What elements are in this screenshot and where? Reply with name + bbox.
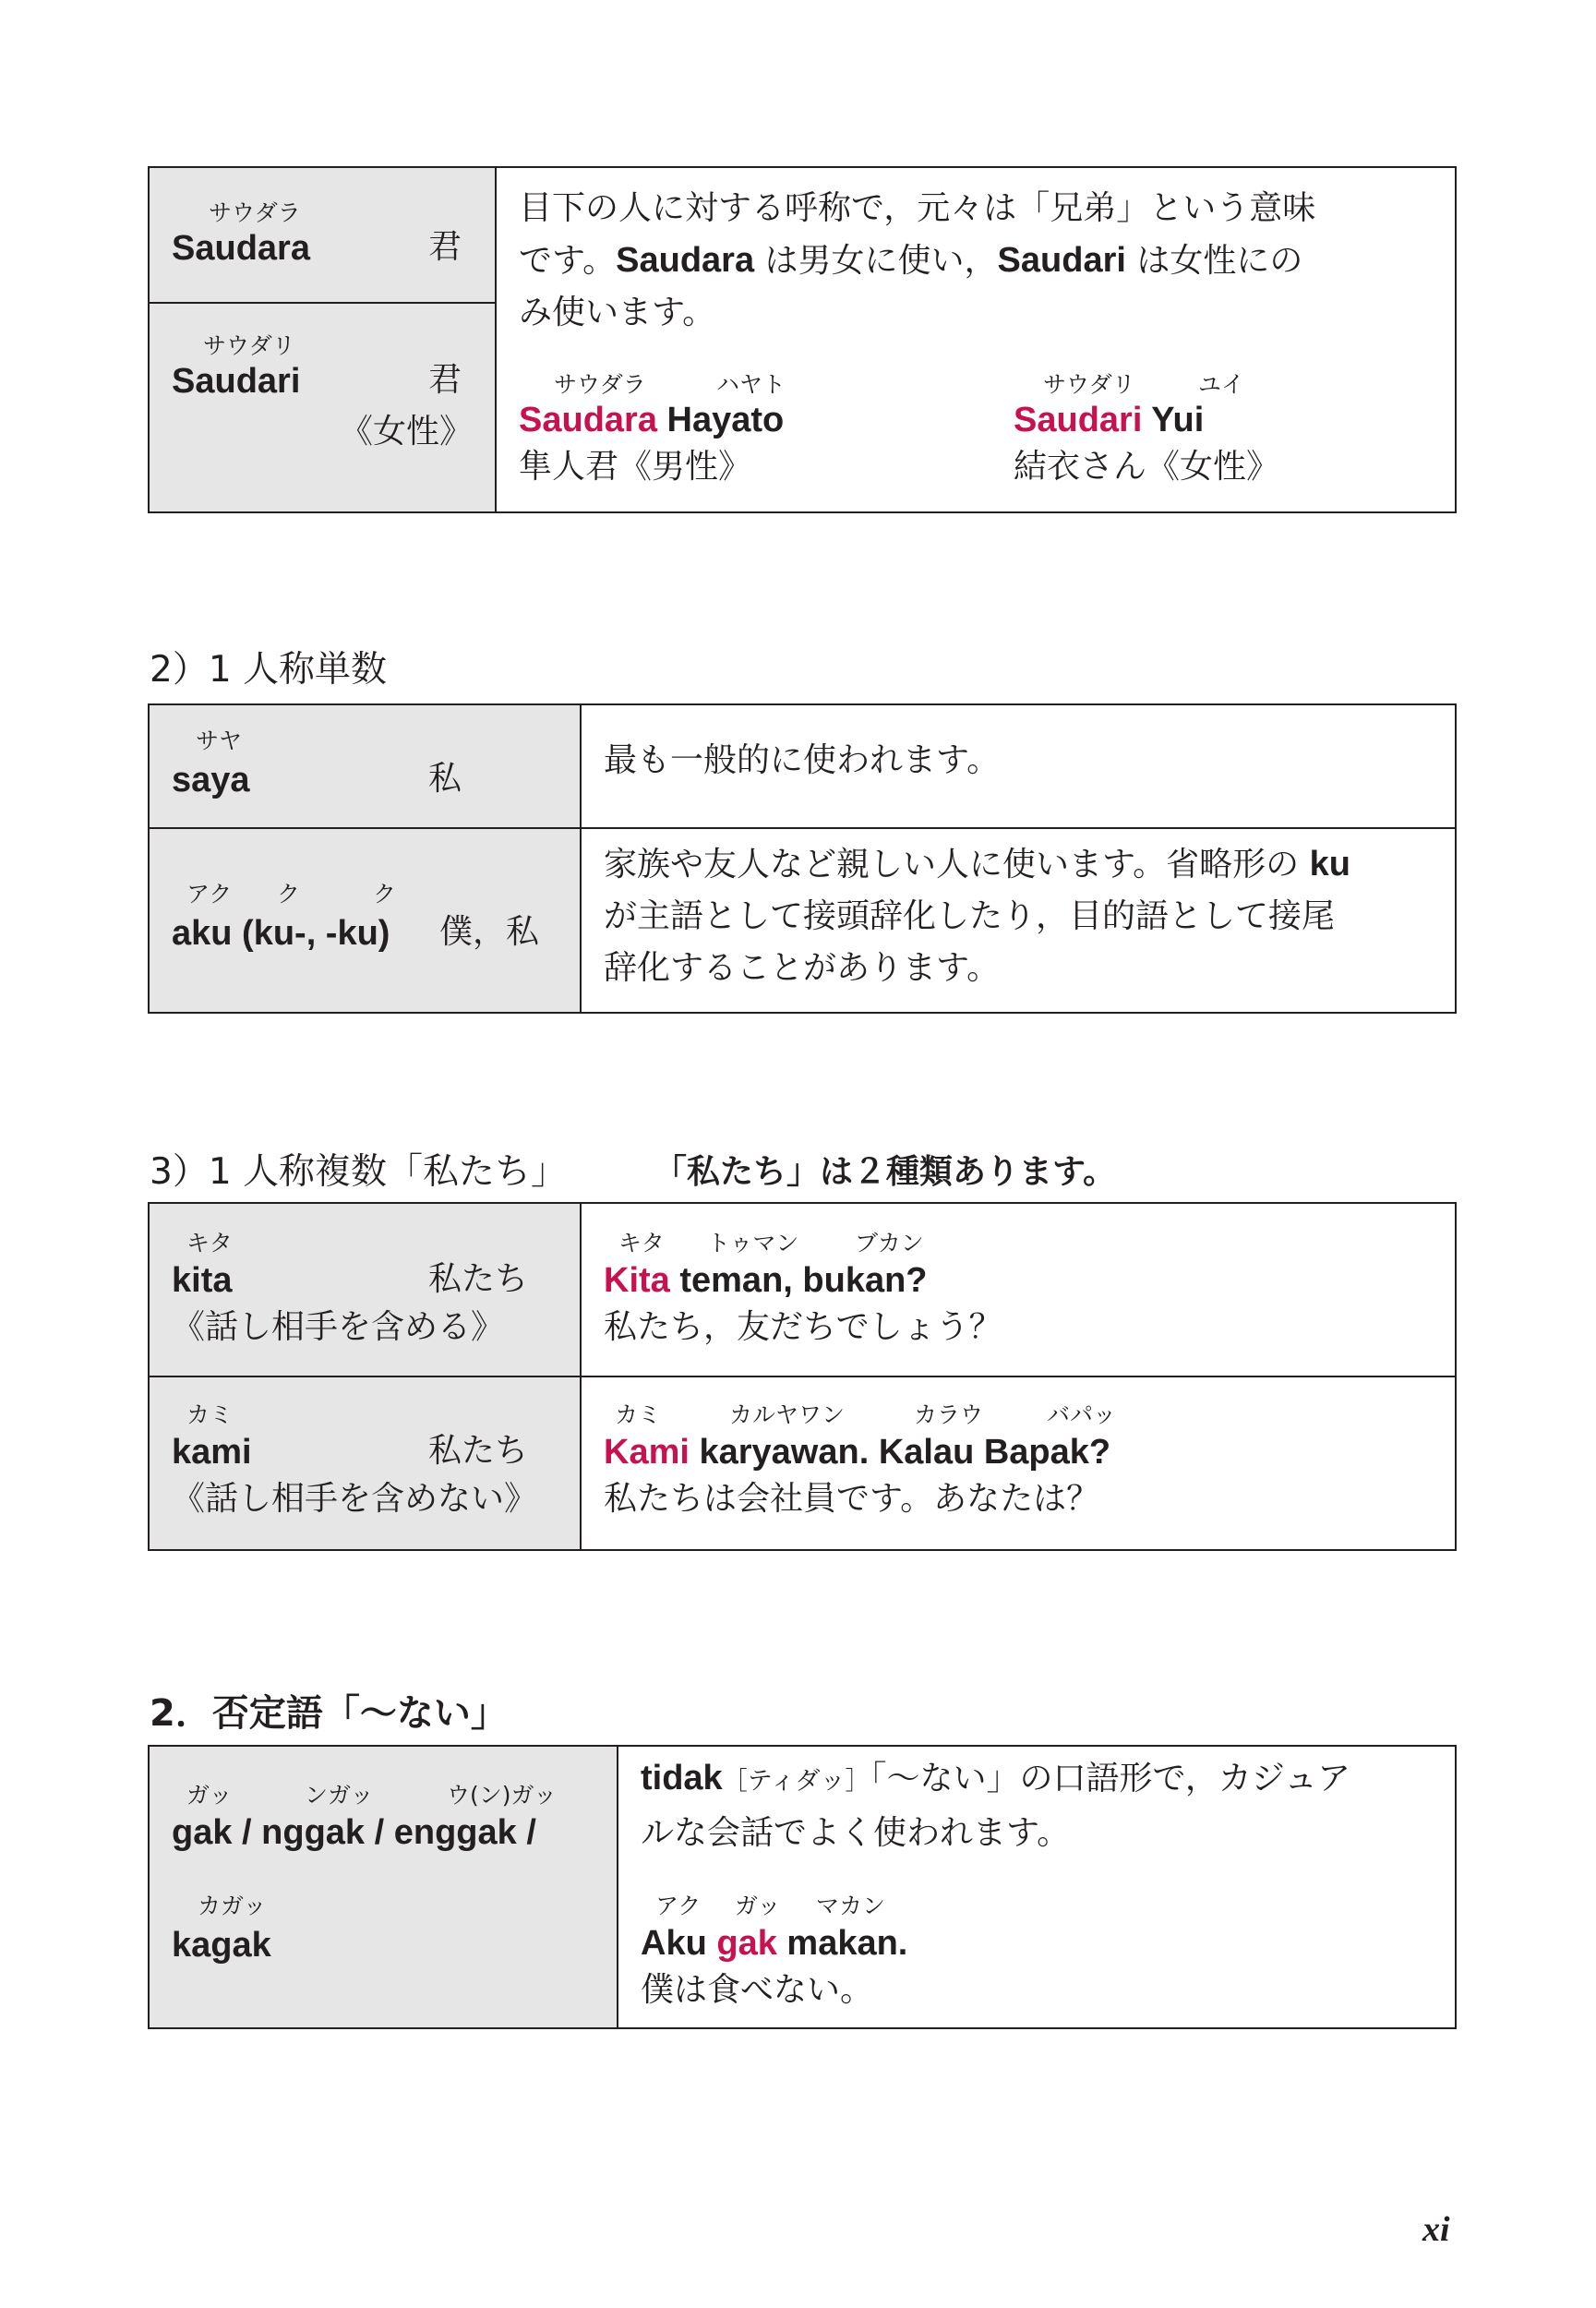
- desc-term: Saudara: [616, 241, 755, 280]
- term-ruby: ク: [373, 881, 397, 908]
- example-word: teman, bukan?: [669, 1261, 928, 1300]
- example-word: Aku: [641, 1924, 717, 1963]
- saudara-row: [150, 168, 495, 304]
- saudari-meaning: 君: [428, 361, 462, 399]
- desc-line: [604, 838, 1453, 891]
- highlighted-word: gak: [716, 1924, 777, 1963]
- example-translation: 結衣さん《女性》: [1014, 448, 1280, 486]
- highlighted-word: Kami: [604, 1433, 690, 1472]
- term-meaning: 私: [428, 760, 462, 798]
- section-heading: 3）1 人称複数「私たち」: [150, 1151, 568, 1193]
- term-ruby: カミ: [186, 1401, 234, 1428]
- example-sentence: [1014, 403, 1204, 438]
- description-cell: [582, 705, 1455, 827]
- section-heading: 2．否定語「～ない」: [150, 1692, 508, 1735]
- example-translation: 私たちは会社員です。あなたは？: [604, 1480, 1100, 1518]
- term: kami: [172, 1433, 252, 1472]
- example-ruby: キタ: [618, 1230, 665, 1256]
- desc-line: 辞化することがあります。: [604, 949, 1001, 987]
- desc-text: は女性にの: [1125, 242, 1303, 280]
- desc-line: [641, 1752, 1453, 1808]
- highlighted-word: Saudari: [1014, 401, 1143, 439]
- table-row: [150, 1376, 1455, 1549]
- example-ruby: トゥマン: [707, 1230, 799, 1256]
- saudari-term: Saudari: [172, 362, 301, 401]
- term: gak / nggak / enggak /: [172, 1813, 536, 1852]
- term-ruby: キタ: [186, 1230, 233, 1256]
- saudara-description: [519, 183, 1451, 339]
- example-word: karyawan. Kalau Bapak?: [689, 1433, 1111, 1472]
- example-ruby: サウダリ: [1043, 371, 1135, 398]
- section-heading-note: 「私たち」は２種類あります。: [654, 1153, 1117, 1191]
- saudara-table: [148, 166, 1457, 513]
- term-ruby: ウ(ン)ガッ: [447, 1782, 558, 1809]
- pronunciation: ［ティダッ］: [722, 1767, 870, 1796]
- desc-term: ku: [1309, 845, 1350, 884]
- term-meaning: 私たち: [428, 1260, 529, 1298]
- example-ruby: マカン: [816, 1893, 886, 1919]
- description: [641, 1752, 1453, 1859]
- term-cell: [150, 1204, 582, 1376]
- highlighted-word: Kita: [604, 1261, 670, 1300]
- desc-line: [519, 234, 1451, 287]
- saudara-term: Saudara: [172, 229, 310, 268]
- desc-text: 「～ない」の口語形で，カジュア: [870, 1760, 1351, 1797]
- term-ruby: サヤ: [196, 727, 243, 754]
- example-cell: [582, 1377, 1455, 1549]
- desc-line: み使います。: [519, 294, 716, 331]
- saudara-meaning: 君: [428, 228, 462, 266]
- desc-text: 家族や友人など親しい人に使います。省略形の: [604, 846, 1310, 884]
- table-row: [150, 1204, 1455, 1376]
- example-translation: 僕は食べない。: [641, 1971, 874, 2009]
- example-ruby: ユイ: [1198, 371, 1245, 398]
- term-cell: [150, 705, 582, 827]
- table-row: [150, 827, 1455, 1012]
- term: saya: [172, 761, 250, 799]
- example-ruby: カミ: [615, 1401, 662, 1428]
- description-cell: [582, 829, 1455, 1012]
- term-cell: [150, 1747, 618, 2027]
- term-ruby: ガッ: [186, 1782, 233, 1809]
- desc-term: tidak: [641, 1759, 723, 1797]
- desc-line: が主語として接頭辞化したり，目的語として接尾: [604, 897, 1336, 935]
- example-sentence: [604, 1435, 1110, 1470]
- term-note: 《話し相手を含めない》: [172, 1480, 538, 1518]
- term-note: 《話し相手を含める》: [172, 1308, 505, 1346]
- term-meaning: 私たち: [428, 1432, 529, 1470]
- saudari-ruby: サウダリ: [203, 332, 295, 359]
- example-translation: 私たち，友だちでしょう？: [604, 1308, 1002, 1346]
- example-sentence: [641, 1926, 907, 1961]
- saudara-term-column: [150, 168, 497, 511]
- desc-line: 目下の人に対する呼称で，元々は「兄弟」という意味: [519, 189, 1316, 227]
- first-person-singular-table: [148, 703, 1457, 1014]
- example-ruby: カルヤワン: [729, 1401, 846, 1428]
- example-ruby: アク: [655, 1893, 702, 1919]
- page-number: xi: [1422, 2210, 1450, 2249]
- term-cell: [150, 1377, 582, 1549]
- example-translation: 隼人君《男性》: [519, 448, 752, 486]
- desc-text: は男女に使い，: [754, 242, 998, 280]
- term-ruby: アク: [186, 881, 233, 908]
- negation-table: [148, 1745, 1457, 2029]
- desc-line: ルな会話でよく使われます。: [641, 1814, 1071, 1852]
- example-ruby: ガッ: [735, 1893, 781, 1919]
- term-cell: [150, 829, 582, 1012]
- description: [604, 838, 1453, 994]
- example-word: Yui: [1142, 401, 1205, 439]
- term: aku (ku-, -ku): [172, 914, 390, 953]
- example-cell: [582, 1204, 1455, 1376]
- saudara-ruby: サウダラ: [209, 199, 301, 226]
- example-word: Hayato: [656, 401, 785, 439]
- saudari-note: 《女性》: [340, 413, 474, 451]
- desc-text: です。: [519, 242, 617, 280]
- term-ruby: カガッ: [198, 1893, 267, 1919]
- example-ruby: バパッ: [1047, 1401, 1117, 1428]
- term: kagak: [172, 1926, 271, 1965]
- highlighted-word: Saudara: [519, 401, 657, 439]
- term: kita: [172, 1261, 233, 1300]
- example-sentence: [519, 403, 784, 438]
- description: 最も一般的に使われます。: [604, 741, 1001, 779]
- example-ruby: ブカン: [855, 1230, 924, 1256]
- section-heading: 2）1 人称単数: [150, 649, 388, 691]
- example-sentence: [604, 1263, 928, 1298]
- term-ruby: ク: [277, 881, 301, 908]
- example-ruby: ハヤト: [716, 371, 786, 398]
- example-ruby: カラウ: [914, 1401, 984, 1428]
- saudara-description-cell: [497, 168, 1455, 511]
- table-row: [150, 705, 1455, 827]
- term-meaning: 僕，私: [439, 913, 540, 951]
- first-person-plural-table: [148, 1202, 1457, 1551]
- example-word: makan.: [776, 1924, 908, 1963]
- example-ruby: サウダラ: [554, 371, 646, 398]
- description-cell: [618, 1747, 1455, 2027]
- desc-term: Saudari: [997, 241, 1126, 280]
- term-ruby: ンガッ: [305, 1782, 374, 1809]
